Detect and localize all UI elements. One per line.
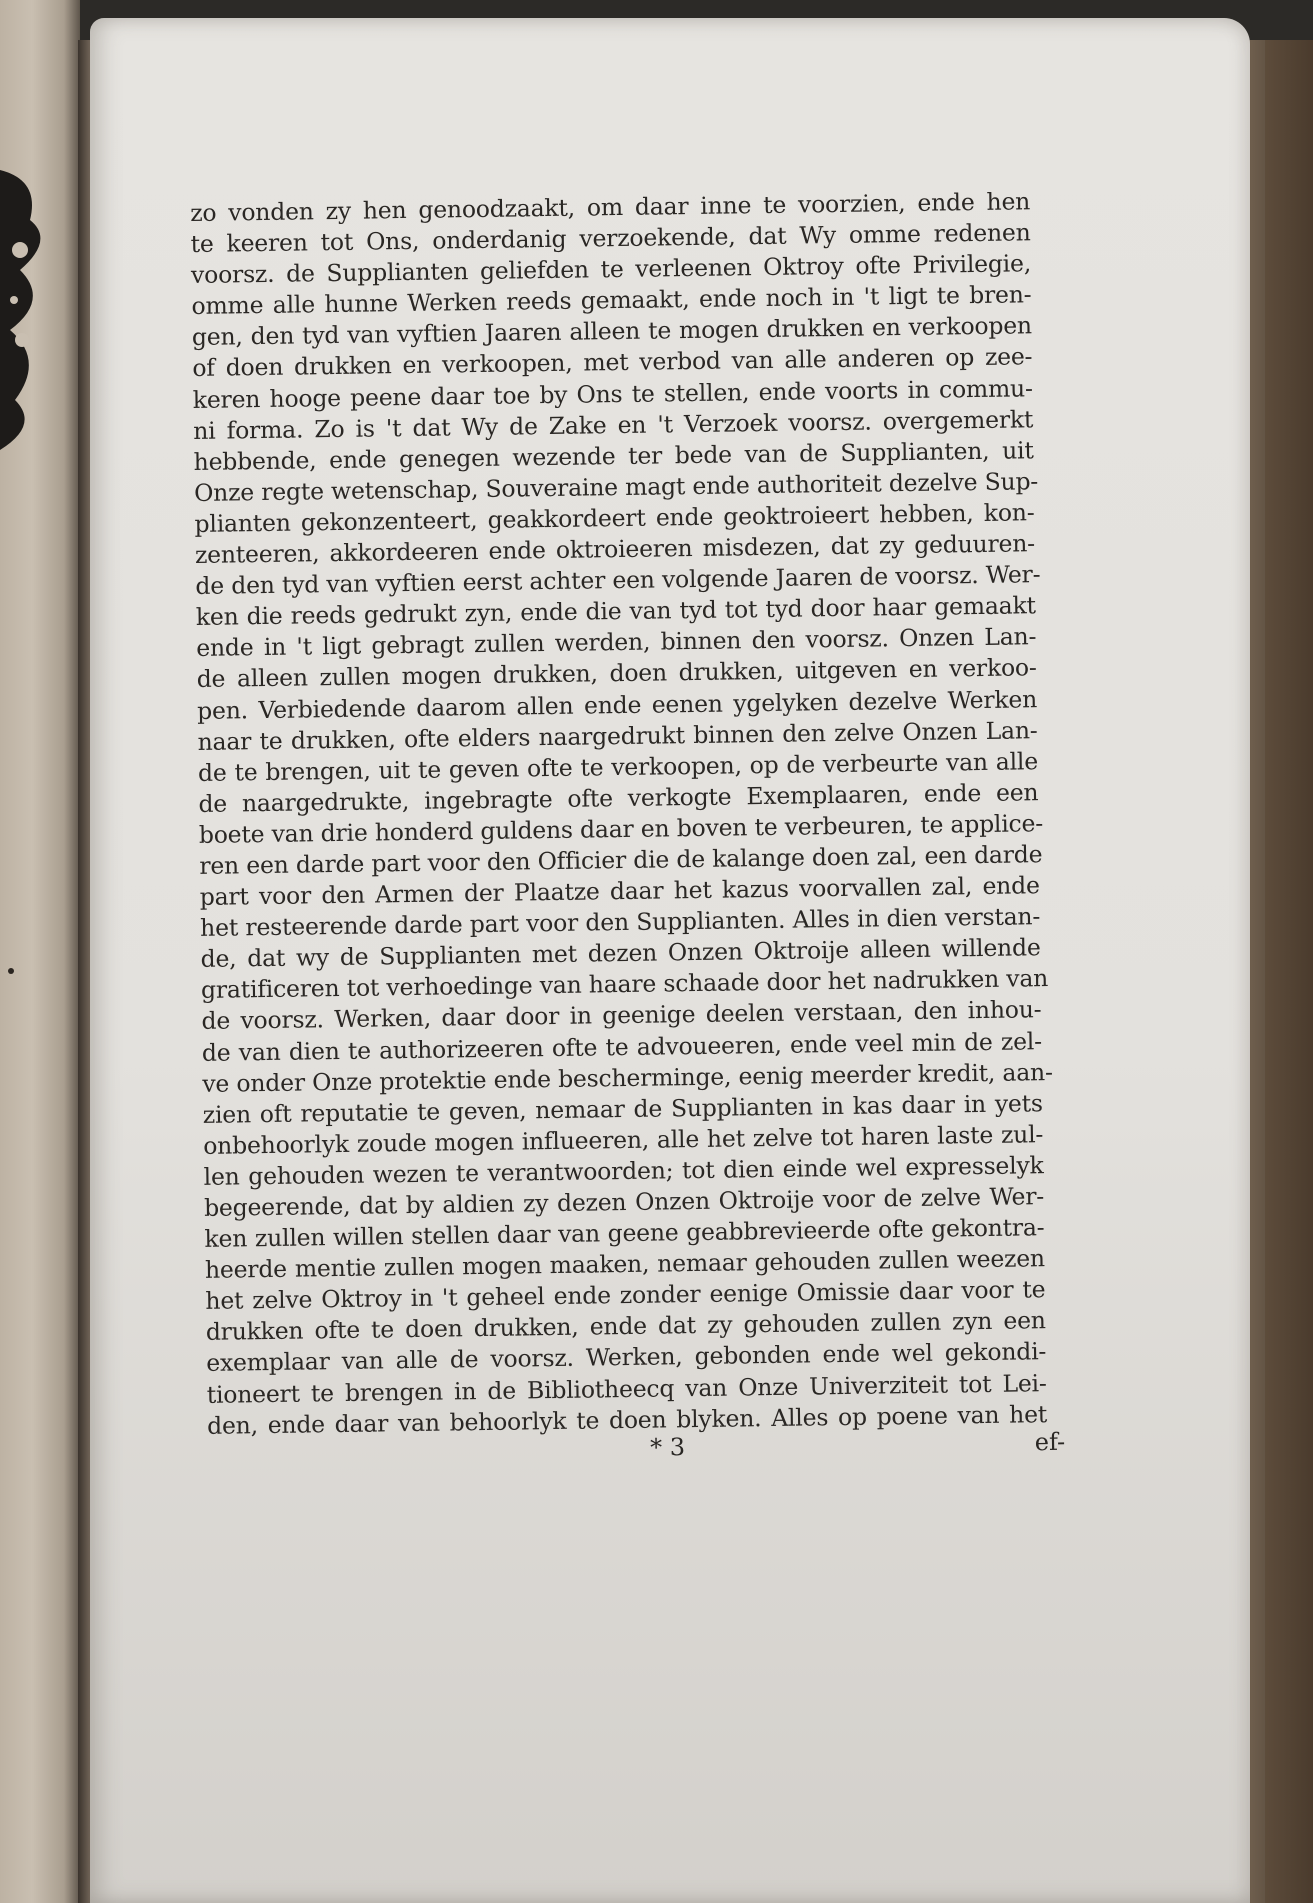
text-line: de den tyd van vyftien eerst achter een volgende Jaaren de voorsz. Wer- — [195, 560, 1041, 601]
text-line: hebbende, ende genegen wezende ter bede van de Supplianten, uit — [193, 435, 1034, 476]
text-line: part voor den Armen der Plaatze daar het kazus voorvallen zal, ende — [199, 871, 1040, 911]
text-line: begeerende, dat by aldien zy dezen Onzen Oktroije voor de zelve Wer- — [203, 1182, 1045, 1222]
text-line: zo vonden zy hen genoodzaakt, om daar inne te voorzien, ende hen — [190, 187, 1031, 227]
page-text — [190, 186, 1053, 1441]
text-line: ve onder Onze protektie ende bescherminge, eenig meerder kredit, aan- — [202, 1057, 1053, 1098]
book-cover — [1265, 40, 1313, 1903]
catchword: ef- — [1034, 1427, 1066, 1457]
text-line: de voorsz. Werken, daar door in geenige deelen verstaan, den inhou- — [201, 995, 1042, 1036]
text-line: onbehoorlyk zoude mogen influeeren, alle het zelve tot haren laste zul- — [203, 1119, 1044, 1160]
text-line: omme alle hunne Werken reeds gemaakt, ende noch in 't ligt te bren- — [191, 280, 1032, 321]
text-line: ren een darde part voor den Officier die de kalange doen zal, een darde — [199, 840, 1043, 880]
facing-page-edge — [0, 0, 80, 1903]
text-line: tioneert te brengen in de Bibliotheecq van Onze Univerziteit tot Lei- — [206, 1368, 1047, 1409]
text-line: of doen drukken en verkoopen, met verbod van alle anderen op zee- — [192, 342, 1033, 383]
text-line: de van dien te authorizeeren ofte te advoueeren, ende veel min de zel- — [201, 1026, 1043, 1067]
text-line: zien oft reputatie te geven, nemaar de Supplianten in kas daar in yets — [202, 1088, 1043, 1129]
text-line: voorsz. de Supplianten geliefden te verleenen Oktroy ofte Privilegie, — [190, 249, 1032, 290]
text-line: boete van drie honderd guldens daar en boven te verbeuren, te applice- — [198, 809, 1044, 849]
text-line: de alleen zullen mogen drukken, doen drukken, uitgeven en verkoo- — [196, 653, 1037, 694]
text-line: naar te drukken, ofte elders naargedrukt binnen den zelve Onzen Lan- — [197, 715, 1038, 756]
text-line: Onze regte wetenschap, Souveraine magt ende authoriteit dezelve Sup- — [193, 467, 1039, 507]
ink-dot — [8, 968, 14, 974]
text-line: zenteeren, akkordeeren ende oktroieeren misdezen, dat zy geduuren- — [194, 529, 1036, 569]
text-line: te keeren tot Ons, onderdanig verzoekende, dat Wy omme redenen — [190, 218, 1031, 259]
woodcut-ornament — [0, 160, 60, 460]
text-line: heerde mentie zullen mogen maaken, nemaar gehouden zullen weezen — [204, 1244, 1046, 1285]
text-line: de te brengen, uit te geven ofte te verkoopen, op de verbeurte van alle — [197, 746, 1039, 787]
text-line: len gehouden wezen te verantwoorden; tot dien einde wel expresselyk — [203, 1151, 1044, 1191]
text-line: exemplaar van alle de voorsz. Werken, gebonden ende wel gekondi- — [206, 1337, 1047, 1378]
text-line: ken die reeds gedrukt zyn, ende die van tyd tot tyd door haar gemaakt — [195, 591, 1036, 632]
text-line: ni forma. Zo is 't dat Wy de Zake en 't Verzoek voorsz. overgemerkt — [193, 404, 1034, 445]
text-line: ende in 't ligt gebragt zullen werden, binnen den voorsz. Onzen Lan- — [196, 622, 1037, 663]
text-line: gen, den tyd van vyftien Jaaren alleen te mogen drukken en verkoopen — [191, 311, 1033, 352]
text-line: het resteerende darde part voor den Supplianten. Alles in dien verstan- — [199, 902, 1041, 943]
text-line: gratificeren tot verhoedinge van haare schaade door het nadrukken van — [200, 964, 1049, 1005]
text-line: keren hooge peene daar toe by Ons te stellen, ende voorts in commu- — [192, 373, 1033, 414]
text-line: ken zullen willen stellen daar van geene geabbrevieerde ofte gekontra- — [204, 1213, 1045, 1253]
text-line: pen. Verbiedende daarom allen ende eenen ygelyken dezelve Werken — [196, 684, 1038, 725]
text-line: de, dat wy de Supplianten met dezen Onzen Oktroije alleen willende — [200, 933, 1041, 974]
text-line: de naargedrukte, ingebragte ofte verkogte Exemplaaren, ende een — [198, 777, 1039, 818]
text-line: plianten gekonzenteert, geakkordeert ende geoktroieert hebben, kon- — [194, 498, 1035, 538]
text-line: het zelve Oktroy in 't geheel ende zonder eenige Omissie daar voor te — [205, 1275, 1046, 1316]
text-line: den, ende daar van behoorlyk te doen blyken. Alles op poene van het — [206, 1399, 1048, 1440]
signature-mark: * 3 — [649, 1433, 686, 1462]
text-line: drukken ofte te doen drukken, ende dat zy gehouden zullen zyn een — [205, 1306, 1046, 1347]
